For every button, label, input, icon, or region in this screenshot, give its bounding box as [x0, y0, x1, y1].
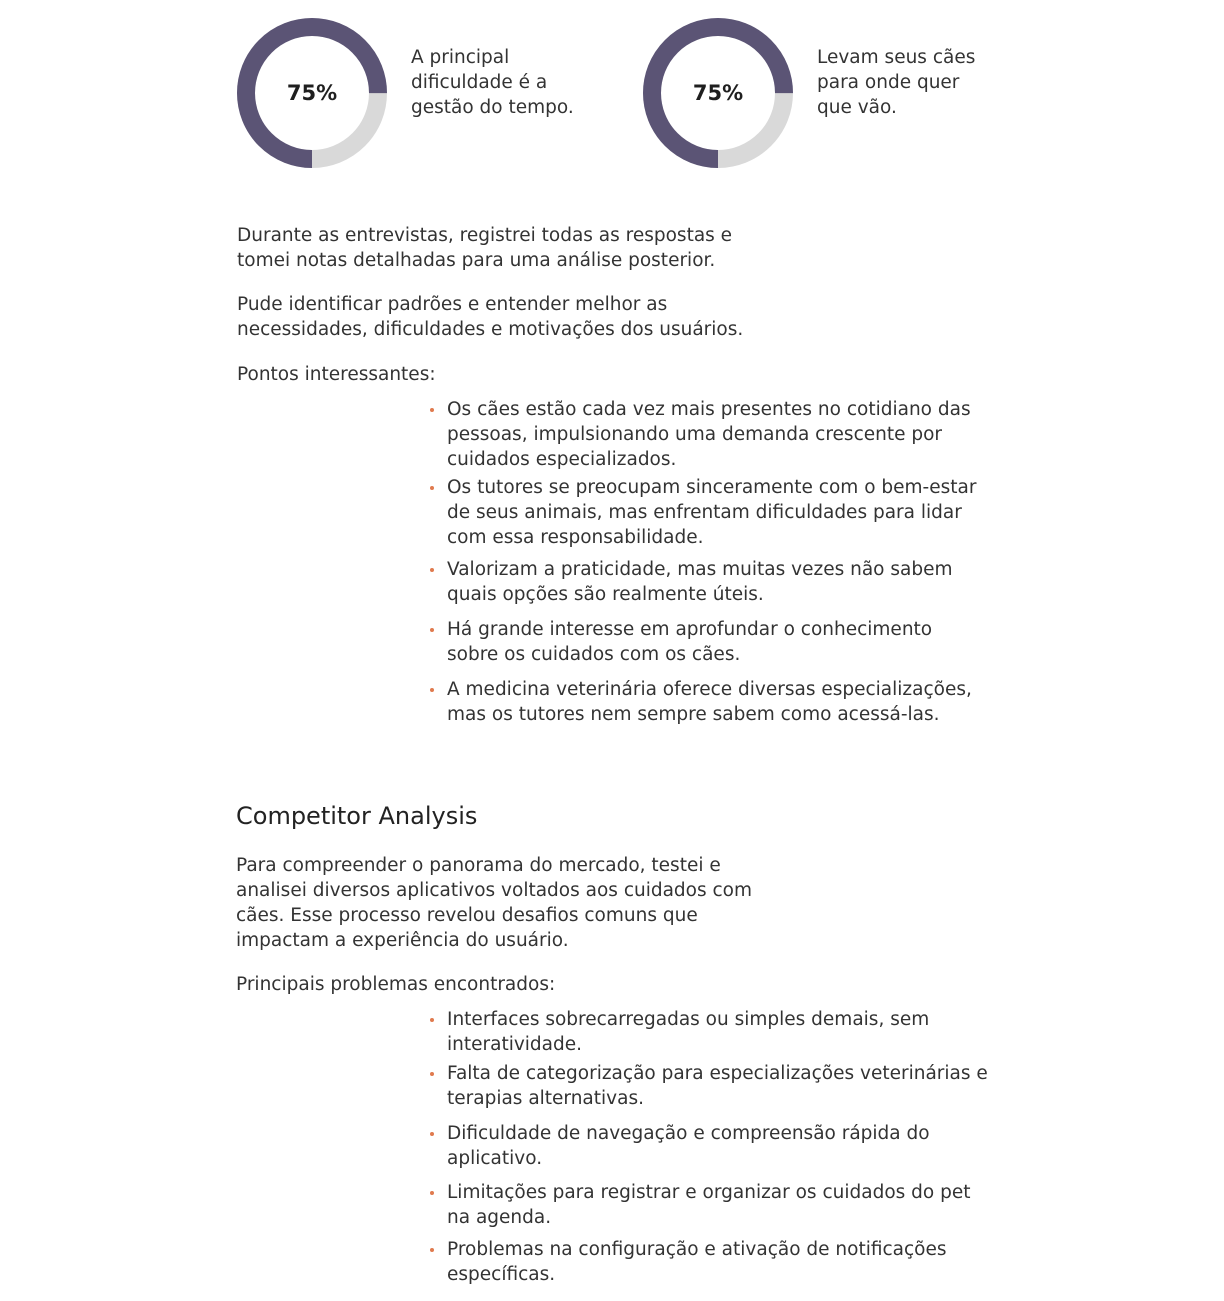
bullet-dot-icon: [430, 1132, 434, 1136]
list-item-text: Os tutores se preocupam sinceramente com o bem-estar de seus animais, mas enfrentam dificuldades para lidar com essa responsabilidade.: [447, 477, 977, 548]
list-item-text: A medicina veterinária oferece diversas especializações, mas os tutores nem sempre sabem como acessá-las.: [447, 679, 972, 725]
list-item: [428, 1237, 988, 1287]
points-title: Pontos interessantes:: [237, 364, 436, 385]
bullet-dot-icon: [430, 628, 434, 632]
bullet-dot-icon: [430, 408, 434, 412]
bullet-dot-icon: [430, 568, 434, 572]
list-item-text: Dificuldade de navegação e compreensão rápida do aplicativo.: [447, 1123, 930, 1169]
interviews-paragraph-1: Durante as entrevistas, registrei todas as respostas e tomei notas detalhadas para uma análise posterior.: [237, 225, 733, 271]
competitor-paragraph: Para compreender o panorama do mercado, testei e analisei diversos aplicativos voltados aos cuidados com cães. Esse processo revelou desafios comuns que impactam a experiência do usuário.: [236, 855, 753, 951]
list-item-text: Há grande interesse em aprofundar o conhecimento sobre os cuidados com os cães.: [447, 619, 933, 665]
interesting-points-list: [428, 397, 988, 727]
donut-chart: [642, 15, 794, 171]
interviews-paragraph-2: Pude identificar padrões e entender melhor as necessidades, dificuldades e motivações dos usuários.: [237, 294, 744, 340]
bullet-dot-icon: [430, 486, 434, 490]
list-item-text: Falta de categorização para especializações veterinárias e terapias alternativas.: [447, 1063, 988, 1109]
list-item: [428, 475, 988, 550]
bullet-dot-icon: [430, 1248, 434, 1252]
bullet-dot-icon: [430, 1191, 434, 1195]
bullet-dot-icon: [430, 688, 434, 692]
list-item: [428, 617, 988, 667]
stat-card-time-management: [236, 15, 591, 171]
donut-chart: [236, 15, 388, 171]
list-item: [428, 1007, 988, 1057]
section-heading-competitor-analysis: Competitor Analysis: [236, 802, 478, 830]
list-item-text: Os cães estão cada vez mais presentes no cotidiano das pessoas, impulsionando uma demanda crescente por cuidados especializados.: [447, 399, 971, 470]
stat-card-dogs-travel: [642, 15, 997, 171]
list-item-text: Limitações para registrar e organizar os cuidados do pet na agenda.: [447, 1182, 971, 1228]
list-item: [428, 1121, 988, 1171]
stat-description: Levam seus cães para onde quer que vão.: [817, 46, 976, 118]
donut-percent-label: 75%: [692, 81, 744, 105]
list-item-text: Problemas na configuração e ativação de notificações específicas.: [447, 1239, 947, 1285]
list-item: [428, 677, 988, 727]
problems-title: Principais problemas encontrados:: [236, 974, 556, 995]
bullet-dot-icon: [430, 1018, 434, 1022]
problems-list: [428, 1007, 988, 1287]
bullet-dot-icon: [430, 1072, 434, 1076]
stat-description: A principal dificuldade é a gestão do tempo.: [411, 46, 574, 118]
list-item: [428, 1180, 988, 1230]
list-item-text: Valorizam a praticidade, mas muitas vezes não sabem quais opções são realmente úteis.: [447, 559, 953, 605]
list-item: [428, 1061, 988, 1111]
list-item: [428, 557, 988, 607]
donut-percent-label: 75%: [286, 81, 338, 105]
list-item-text: Interfaces sobrecarregadas ou simples demais, sem interatividade.: [447, 1009, 930, 1055]
list-item: [428, 397, 988, 472]
